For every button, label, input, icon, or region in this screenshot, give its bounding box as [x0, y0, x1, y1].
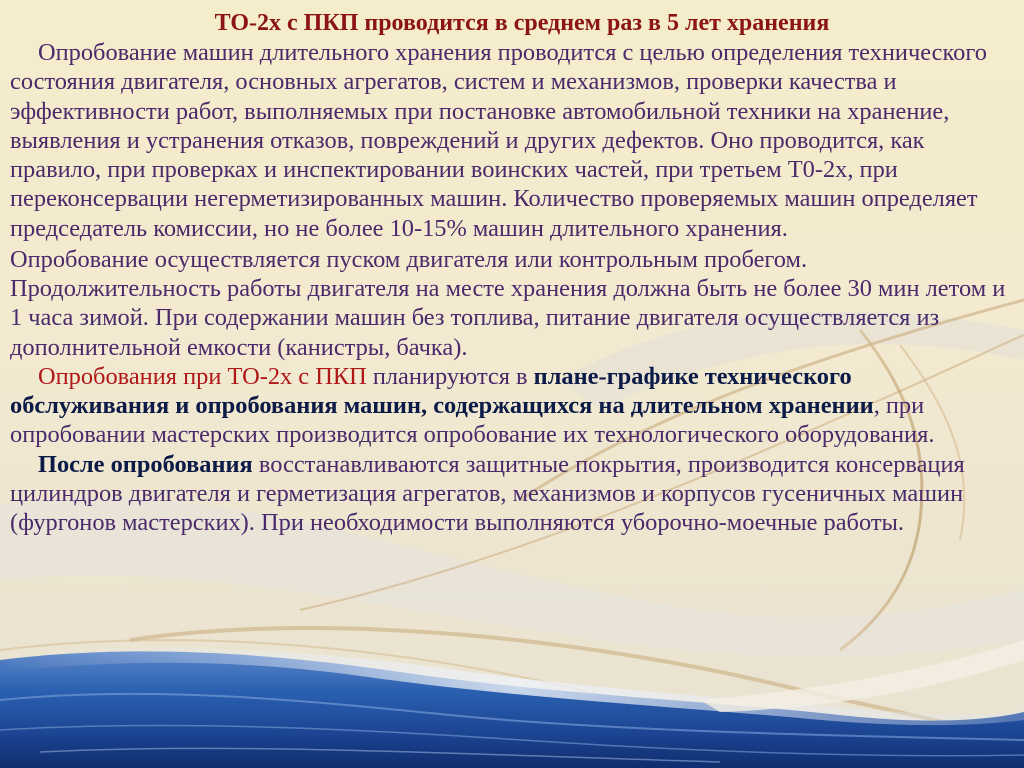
- paragraph-after-inspection: [10, 450, 1014, 538]
- planning-mid-text: планируются в: [366, 362, 534, 390]
- paragraph-engine-start: Опробование осуществляется пуском двигателя или контрольным пробегом. Продолжительность работы двигателя на месте хранения должна быть не более 30 мин летом и 1 часа зимой. При содержании машин без топлива, питание двигателя осуществляется из дополнительной емкости (канистры, бачка).: [10, 246, 1006, 361]
- planning-rest-text: , при опробовании мастерских производится опробование их технологического оборудования.: [10, 392, 935, 449]
- paragraph-inspection-purpose-text: Опробование машин длительного хранения проводится с целью определения технического состояния двигателя, основных агрегатов, систем и механизмов, проверки качества и эффективности работ, выполняемых при постановке автомобильной техники на хранение, выявления и устранения отказов, повреждений и других дефектов. Оно проводится, как правило, при проверках и инспектировании воинских частей, при третьем Т0-2х, при переконсервации негерметизированных машин. Количество проверяемых машин определяет председатель комиссии, но не более 10-15% машин длительного хранения.: [10, 39, 987, 242]
- after-inspection-rest: восстанавливаются защитные покрытия, производится консервация цилиндров двигателя и герметизация агрегатов, механизмов и корпусов гусеничных машин (фургонов мастерских). При необходимости выполняются уборочно-моечные работы.: [10, 450, 965, 536]
- slide-content: [10, 8, 1014, 537]
- paragraph-inspection-purpose: [10, 38, 1014, 243]
- paragraph-planning: [10, 362, 1014, 450]
- planning-highlight-bold: плане-графике технического обслуживания и опробования машин, содержащихся на длительном хранении: [10, 362, 874, 420]
- planning-highlight-red: Опробования при ТО-2х с ПКП: [38, 362, 367, 390]
- after-inspection-bold: После опробования: [38, 450, 253, 478]
- slide-title: ТО-2х с ПКП проводится в среднем раз в 5 лет хранения: [214, 10, 830, 36]
